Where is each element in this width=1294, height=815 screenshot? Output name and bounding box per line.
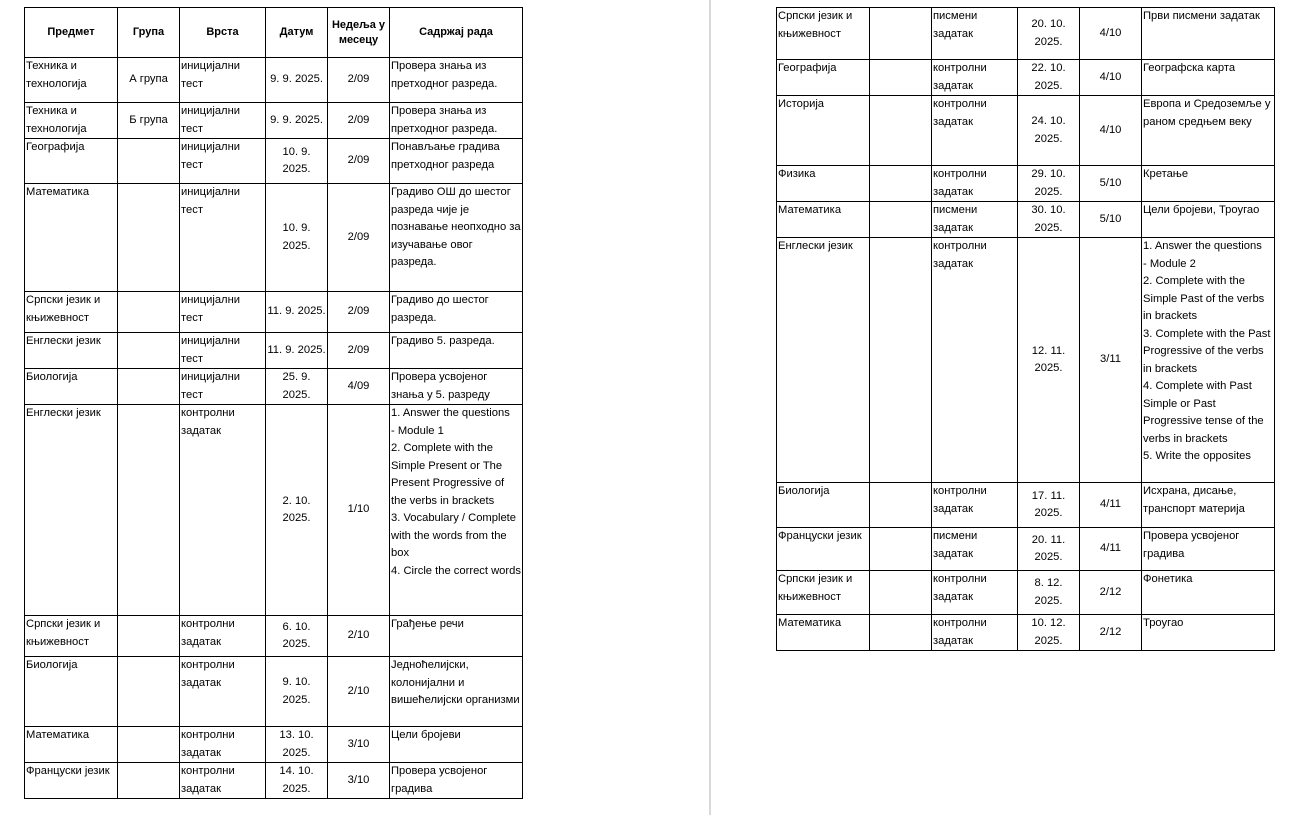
cell-type: иницијални тест (180, 103, 266, 139)
cell-subject: Техника и технологија (25, 58, 118, 103)
table-row (777, 528, 1275, 571)
cell-type: писмени задатак (932, 8, 1018, 60)
table-row (25, 184, 523, 292)
cell-week: 2/09 (328, 184, 390, 292)
cell-date: 30. 10. 2025. (1018, 202, 1080, 238)
cell-group (870, 528, 932, 571)
cell-group (118, 405, 180, 616)
cell-date: 11. 9. 2025. (266, 333, 328, 369)
cell-week: 5/10 (1080, 202, 1142, 238)
cell-date: 6. 10. 2025. (266, 616, 328, 657)
cell-content: Кретање (1142, 166, 1275, 202)
cell-week: 4/11 (1080, 483, 1142, 528)
cell-subject: Биологија (25, 657, 118, 727)
cell-content: Европа и Средоземље у раном средњем веку (1142, 96, 1275, 166)
cell-subject: Географија (25, 139, 118, 184)
header-week: Недеља у месецу (328, 8, 390, 58)
cell-type: контролни задатак (932, 615, 1018, 651)
table-row (25, 405, 523, 616)
cell-date: 22. 10. 2025. (1018, 60, 1080, 96)
table-row (777, 202, 1275, 238)
cell-date: 12. 11. 2025. (1018, 238, 1080, 483)
cell-type: контролни задатак (932, 166, 1018, 202)
table-row (25, 103, 523, 139)
cell-date: 10. 12. 2025. (1018, 615, 1080, 651)
cell-content: Провера усвојеног градива (390, 763, 523, 799)
cell-week: 3/10 (328, 763, 390, 799)
cell-group (870, 615, 932, 651)
cell-content: Провера усвојеног градива (1142, 528, 1275, 571)
table-row (25, 763, 523, 799)
cell-content: Географска карта (1142, 60, 1275, 96)
table-row (777, 166, 1275, 202)
table-row (25, 657, 523, 727)
table-row (25, 139, 523, 184)
cell-week: 1/10 (328, 405, 390, 616)
cell-subject: Математика (25, 184, 118, 292)
cell-week: 4/09 (328, 369, 390, 405)
cell-date: 9. 10. 2025. (266, 657, 328, 727)
cell-subject: Српски језик и књижевност (777, 8, 870, 60)
cell-type: иницијални тест (180, 184, 266, 292)
cell-group (118, 616, 180, 657)
cell-week: 3/11 (1080, 238, 1142, 483)
cell-week: 2/09 (328, 139, 390, 184)
cell-subject: Математика (777, 202, 870, 238)
cell-subject: Енглески језик (25, 405, 118, 616)
cell-content: Провера знања из претходног разреда. (390, 58, 523, 103)
cell-date: 13. 10. 2025. (266, 727, 328, 763)
cell-date: 11. 9. 2025. (266, 292, 328, 333)
cell-subject: Биологија (25, 369, 118, 405)
cell-subject: Српски језик и књижевност (25, 616, 118, 657)
table-row (25, 333, 523, 369)
cell-subject: Физика (777, 166, 870, 202)
cell-subject: Француски језик (25, 763, 118, 799)
header-group: Група (118, 8, 180, 58)
table-row (25, 616, 523, 657)
header-type: Врста (180, 8, 266, 58)
cell-group (870, 202, 932, 238)
cell-group (870, 238, 932, 483)
cell-type: контролни задатак (932, 571, 1018, 615)
cell-date: 8. 12. 2025. (1018, 571, 1080, 615)
cell-type: контролни задатак (932, 60, 1018, 96)
cell-content: Градиво 5. разреда. (390, 333, 523, 369)
cell-content: Троугао (1142, 615, 1275, 651)
cell-type: контролни задатак (180, 763, 266, 799)
cell-week: 4/10 (1080, 60, 1142, 96)
cell-date: 17. 11. 2025. (1018, 483, 1080, 528)
header-date: Датум (266, 8, 328, 58)
cell-date: 25. 9. 2025. (266, 369, 328, 405)
cell-subject: Географија (777, 60, 870, 96)
cell-date: 20. 10. 2025. (1018, 8, 1080, 60)
cell-week: 2/10 (328, 616, 390, 657)
cell-group (118, 139, 180, 184)
cell-date: 2. 10. 2025. (266, 405, 328, 616)
cell-type: иницијални тест (180, 333, 266, 369)
cell-type: иницијални тест (180, 58, 266, 103)
cell-group (118, 333, 180, 369)
cell-group (870, 571, 932, 615)
cell-week: 3/10 (328, 727, 390, 763)
table-row (777, 96, 1275, 166)
table-row (777, 615, 1275, 651)
cell-content: Први писмени задатак (1142, 8, 1275, 60)
cell-date: 29. 10. 2025. (1018, 166, 1080, 202)
table-row (25, 292, 523, 333)
cell-group (870, 166, 932, 202)
cell-type: контролни задатак (932, 238, 1018, 483)
cell-subject: Енглески језик (777, 238, 870, 483)
cell-group (870, 60, 932, 96)
test-schedule-table-right (776, 7, 1275, 651)
cell-type: контролни задатак (180, 727, 266, 763)
cell-subject: Француски језик (777, 528, 870, 571)
cell-group: Б група (118, 103, 180, 139)
cell-group (870, 96, 932, 166)
cell-week: 4/10 (1080, 8, 1142, 60)
cell-type: контролни задатак (180, 405, 266, 616)
cell-group (118, 727, 180, 763)
cell-type: иницијални тест (180, 139, 266, 184)
cell-content: Понављање градива претходног разреда (390, 139, 523, 184)
table-row (777, 8, 1275, 60)
table-row (777, 483, 1275, 528)
cell-group (118, 292, 180, 333)
cell-type: писмени задатак (932, 202, 1018, 238)
cell-content: 1. Answer the questions - Module 2 2. Complete with the Simple Past of the verbs in brackets 3. Complete with the Past Progressive of the verbs in brackets 4. Complete with Past Simple or Past Progressive tense of the verbs in brackets 5. Write the opposites (1142, 238, 1275, 483)
cell-content: Цели бројеви (390, 727, 523, 763)
cell-week: 2/09 (328, 292, 390, 333)
header-subject: Предмет (25, 8, 118, 58)
table-row (777, 60, 1275, 96)
table-row (777, 238, 1275, 483)
cell-type: контролни задатак (180, 616, 266, 657)
table-row (777, 571, 1275, 615)
cell-date: 9. 9. 2025. (266, 103, 328, 139)
cell-content: Провера знања из претходног разреда. (390, 103, 523, 139)
cell-group (870, 8, 932, 60)
cell-group (118, 184, 180, 292)
cell-date: 20. 11. 2025. (1018, 528, 1080, 571)
cell-type: контролни задатак (932, 483, 1018, 528)
cell-subject: Српски језик и књижевност (25, 292, 118, 333)
cell-week: 5/10 (1080, 166, 1142, 202)
cell-content: Цели бројеви, Троугао (1142, 202, 1275, 238)
cell-subject: Математика (777, 615, 870, 651)
test-schedule-table-left (24, 7, 523, 799)
table-row (25, 727, 523, 763)
cell-subject: Српски језик и књижевност (777, 571, 870, 615)
cell-content: Фонетика (1142, 571, 1275, 615)
table-row (25, 58, 523, 103)
cell-content: Градиво до шестог разреда. (390, 292, 523, 333)
cell-group (118, 657, 180, 727)
cell-content: 1. Answer the questions - Module 1 2. Complete with the Simple Present or The Present Progressive of the verbs in brackets 3. Vocabulary / Complete with the words from the box 4. Circle the correct words (390, 405, 523, 616)
cell-date: 14. 10. 2025. (266, 763, 328, 799)
cell-subject: Биологија (777, 483, 870, 528)
cell-group (870, 483, 932, 528)
cell-type: иницијални тест (180, 292, 266, 333)
cell-group: А група (118, 58, 180, 103)
cell-content: Провера усвојеног знања у 5. разреду (390, 369, 523, 405)
page-divider (709, 0, 711, 815)
cell-week: 4/11 (1080, 528, 1142, 571)
cell-subject: Техника и технологија (25, 103, 118, 139)
cell-subject: Историја (777, 96, 870, 166)
cell-date: 24. 10. 2025. (1018, 96, 1080, 166)
cell-week: 2/09 (328, 58, 390, 103)
cell-week: 2/10 (328, 657, 390, 727)
cell-content: Градиво ОШ до шестог разреда чије је познавање неопходно за изучавање овог разреда. (390, 184, 523, 292)
cell-content: Једноћелијски, колонијални и вишећелијски организми (390, 657, 523, 727)
cell-type: контролни задатак (932, 96, 1018, 166)
cell-week: 2/12 (1080, 571, 1142, 615)
cell-type: писмени задатак (932, 528, 1018, 571)
cell-group (118, 369, 180, 405)
cell-date: 10. 9. 2025. (266, 184, 328, 292)
cell-week: 2/09 (328, 333, 390, 369)
cell-date: 9. 9. 2025. (266, 58, 328, 103)
cell-date: 10. 9. 2025. (266, 139, 328, 184)
header-content: Садржај рада (390, 8, 523, 58)
cell-type: контролни задатак (180, 657, 266, 727)
cell-type: иницијални тест (180, 369, 266, 405)
cell-content: Грађење речи (390, 616, 523, 657)
cell-week: 4/10 (1080, 96, 1142, 166)
table-row (25, 369, 523, 405)
cell-subject: Енглески језик (25, 333, 118, 369)
cell-week: 2/09 (328, 103, 390, 139)
cell-subject: Математика (25, 727, 118, 763)
cell-content: Исхрана, дисање, транспорт материја (1142, 483, 1275, 528)
cell-group (118, 763, 180, 799)
cell-week: 2/12 (1080, 615, 1142, 651)
header-row (25, 8, 523, 58)
